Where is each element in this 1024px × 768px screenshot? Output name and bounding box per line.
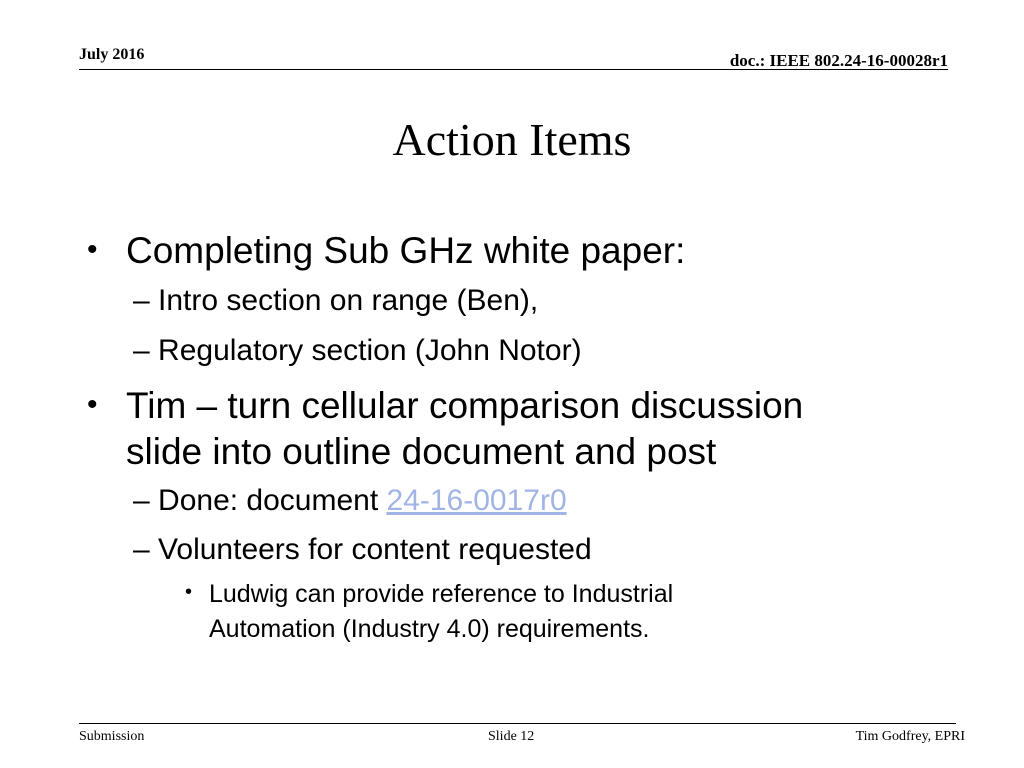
- sub-item-1-2: – Regulatory section (John Notor): [133, 334, 582, 367]
- sub-item-2-1: – Done: document 24-16-0017r0: [133, 484, 567, 517]
- sub-sub-item-line-1: Ludwig can provide reference to Industrial: [209, 580, 674, 608]
- bullet-item-2-line-1: Tim – turn cellular comparison discussion: [126, 385, 804, 426]
- footer-author: Tim Godfrey, EPRI: [855, 729, 965, 744]
- footer-slide-number: Slide 12: [488, 729, 535, 744]
- footer-submission: Submission: [79, 729, 145, 744]
- document-link[interactable]: 24-16-0017r0: [386, 484, 567, 517]
- header-doc-id: doc.: IEEE 802.24-16-00028r1: [729, 51, 948, 70]
- header-date: July 2016: [79, 46, 145, 63]
- slide-title: Action Items: [392, 114, 632, 165]
- footer-divider: [79, 723, 956, 724]
- bullet-item-1: Completing Sub GHz white paper:: [126, 230, 686, 271]
- bullet-marker: •: [185, 581, 193, 603]
- sub-item-1-1: – Intro section on range (Ben),: [133, 284, 539, 317]
- bullet-item-2-line-2: slide into outline document and post: [126, 431, 717, 472]
- sub-item-2-2: – Volunteers for content requested: [133, 533, 592, 566]
- bullet-marker: •: [87, 233, 98, 266]
- bullet-marker: •: [87, 388, 98, 421]
- sub-sub-item-line-2: Automation (Industry 4.0) requirements.: [209, 615, 650, 643]
